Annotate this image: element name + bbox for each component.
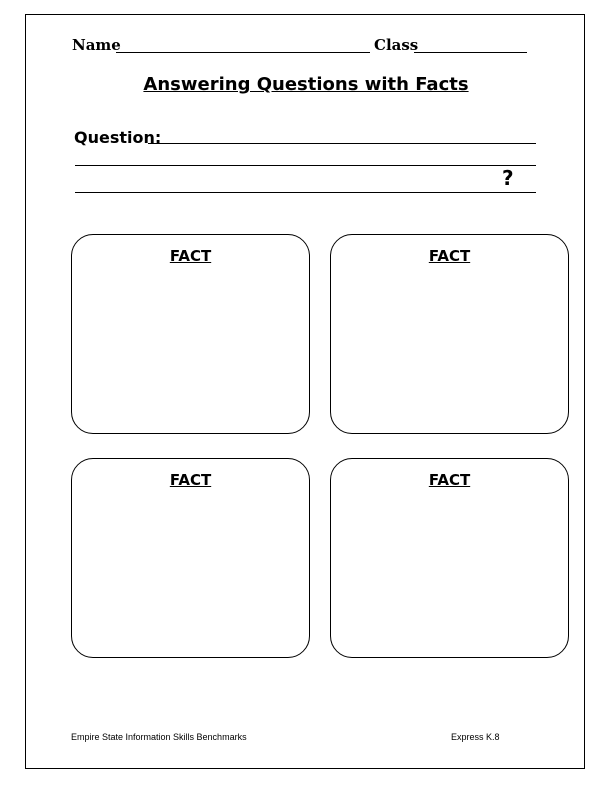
question-line-3: [75, 192, 536, 193]
name-label: Name: [72, 36, 121, 54]
class-label: Class: [374, 36, 419, 54]
footer-left: Empire State Information Skills Benchmarks: [71, 732, 247, 742]
fact-box-label: FACT: [428, 471, 471, 489]
fact-box-4: [330, 458, 569, 658]
fact-box-3: [71, 458, 310, 658]
fact-box-label: FACT: [428, 247, 471, 265]
question-line-2: [75, 165, 536, 166]
footer-right: Express K.8: [451, 732, 500, 742]
name-line: [116, 52, 370, 53]
question-label: Question:: [74, 128, 162, 147]
question-line-1: [148, 143, 536, 144]
fact-box-1: [71, 234, 310, 434]
fact-box-2: [330, 234, 569, 434]
fact-box-label: FACT: [169, 247, 212, 265]
class-line: [414, 52, 527, 53]
fact-box-label: FACT: [169, 471, 212, 489]
page-title: Answering Questions with Facts: [143, 74, 469, 95]
question-mark: ?: [502, 166, 514, 190]
